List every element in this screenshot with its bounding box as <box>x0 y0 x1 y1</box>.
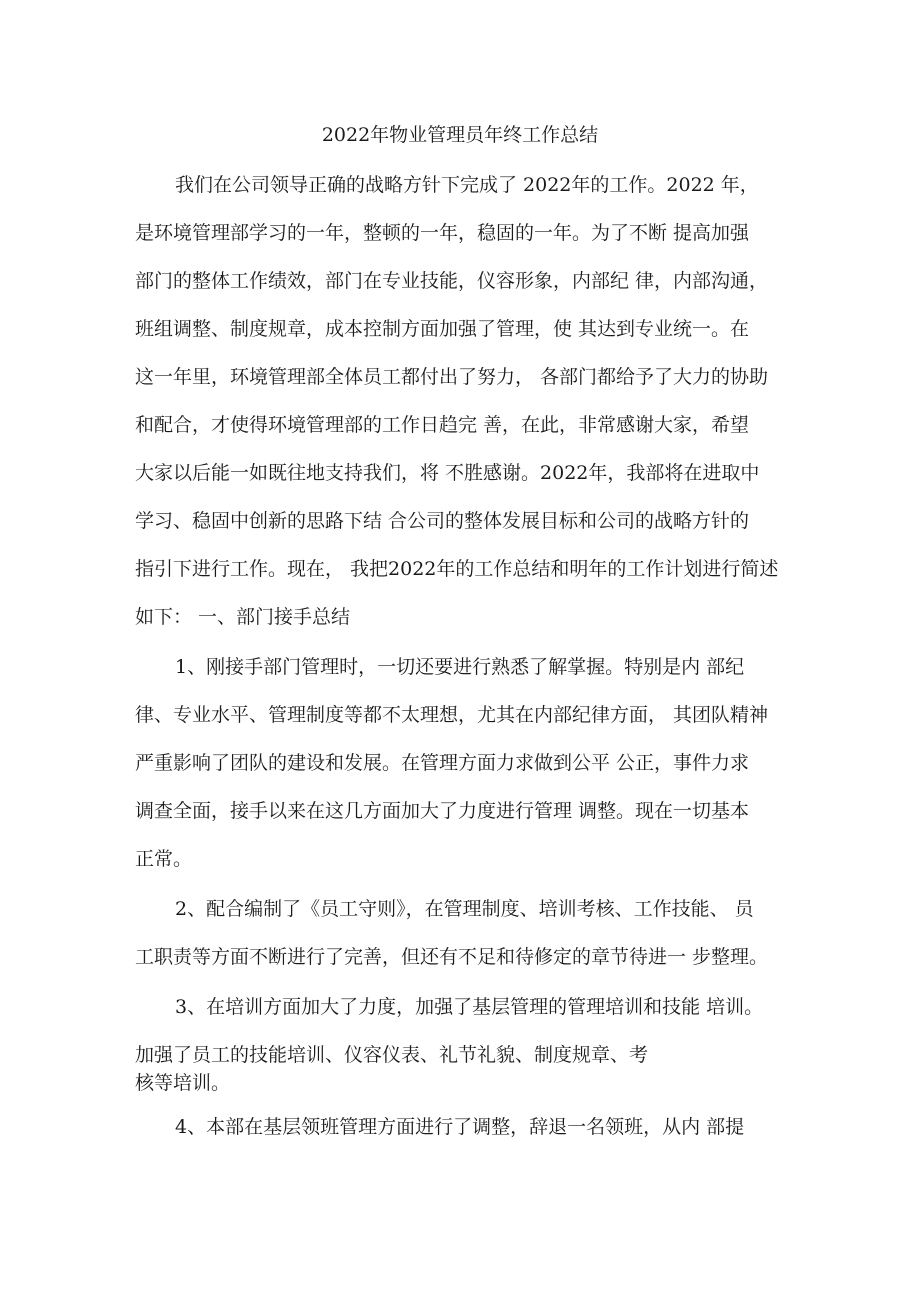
paragraph-line: 学习、稳固中创新的思路下结 合公司的整体发展目标和公司的战略方针的 <box>135 510 750 532</box>
paragraph-line: 2、配合编制了《员工守则》，在管理制度、培训考核、工作技能、 员 <box>175 898 754 920</box>
paragraph-line: 正常。 <box>135 848 193 870</box>
paragraph-line: 3、在培训方面加大了力度，加强了基层管理的管理培训和技能 培训。 <box>175 996 764 1018</box>
paragraph-line: 指引下进行工作。现在， 我把2022年的工作总结和明年的工作计划进行简述 <box>135 558 779 580</box>
paragraph-line: 加强了员工的技能培训、仪容仪表、礼节礼貌、制度规章、考 <box>135 1044 649 1066</box>
paragraph-line: 我们在公司领导正确的战略方针下完成了 2022年的工作。2022 年， <box>175 174 759 196</box>
section-heading-line: 如下： 一、部门接手总结 <box>135 606 351 628</box>
paragraph-line: 和配合，才使得环境管理部的工作日趋完 善，在此，非常感谢大家，希望 <box>135 414 750 436</box>
paragraph-line: 班组调整、制度规章，成本控制方面加强了管理，使 其达到专业统一。在 <box>135 318 750 340</box>
paragraph-line: 大家以后能一如既往地支持我们，将 不胜感谢。2022年，我部将在进取中 <box>135 462 760 484</box>
paragraph-line: 严重影响了团队的建设和发展。在管理方面力求做到公平 公正，事件力求 <box>135 752 750 774</box>
paragraph-line: 工职责等方面不断进行了完善，但还有不足和待修定的章节待进一 步整理。 <box>135 946 769 968</box>
paragraph-line: 部门的整体工作绩效，部门在专业技能，仪容形象，内部纪 律，内部沟通， <box>135 270 769 292</box>
paragraph-line: 4、本部在基层领班管理方面进行了调整，辞退一名领班，从内 部提 <box>175 1116 745 1138</box>
paragraph-line: 1、刚接手部门管理时，一切还要进行熟悉了解掌握。特别是内 部纪 <box>175 656 745 678</box>
paragraph-line: 核等培训。 <box>135 1072 231 1094</box>
paragraph-line: 律、专业水平、管理制度等都不太理想，尤其在内部纪律方面， 其团队精神 <box>135 704 769 726</box>
paragraph-line: 是环境管理部学习的一年，整顿的一年，稳固的一年。为了不断 提高加强 <box>135 222 750 244</box>
paragraph-line: 这一年里，环境管理部全体员工都付出了努力， 各部门都给予了大力的协助 <box>135 366 769 388</box>
paragraph-line: 调查全面，接手以来在这几方面加大了力度进行管理 调整。现在一切基本 <box>135 800 750 822</box>
document-title: 2022年物业管理员年终工作总结 <box>321 124 599 146</box>
